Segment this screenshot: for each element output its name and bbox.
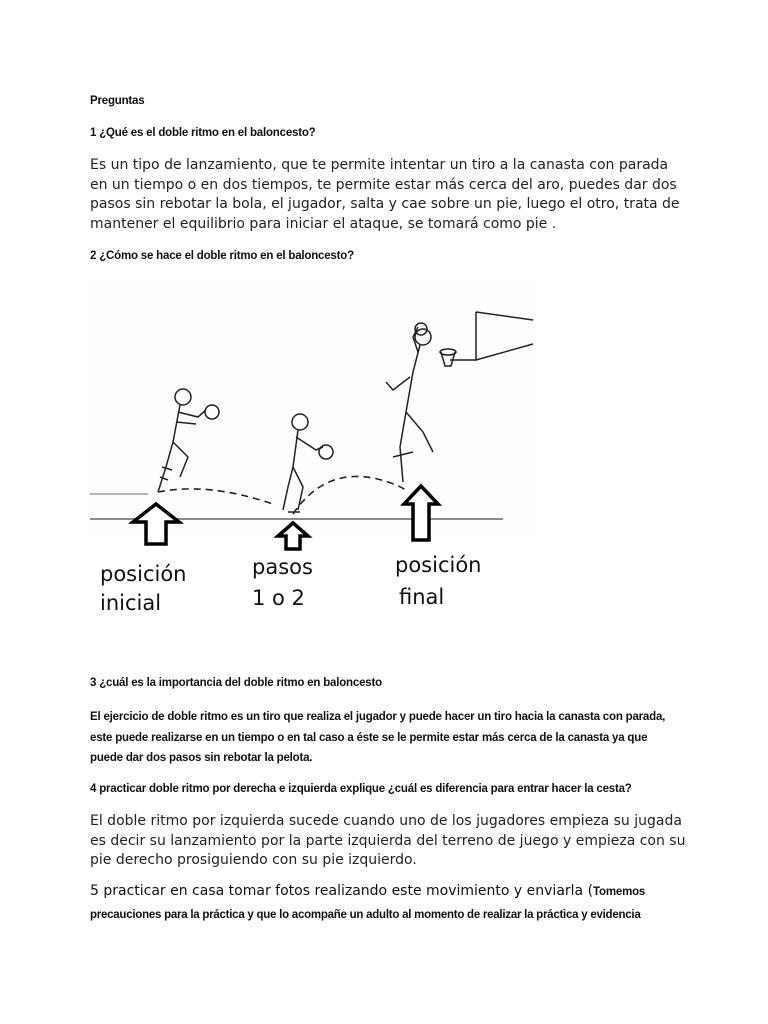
label-initial-line2: inicial <box>100 591 162 615</box>
answer-3: El ejercicio de doble ritmo es un tiro que realiza el jugador y puede hacer un tiro hacia la canasta con parada, este puede realizarse en un tiempo o en tal caso a éste se le permite estar más cerca de la canasta ya que puede dar dos pasos sin rebotar la pelota. <box>90 711 666 764</box>
heading: Preguntas <box>90 95 145 107</box>
label-final-line1: posición <box>395 553 482 577</box>
label-initial-line1: posición <box>100 562 187 586</box>
label-final-line2: final <box>399 585 445 609</box>
question-1: 1 ¿Qué es el doble ritmo en el baloncesto? <box>90 127 316 139</box>
question-5-text: 5 practicar en casa tomar fotos realizando este movimiento y enviarla ( <box>90 883 594 899</box>
question-5 <box>90 880 690 926</box>
layup-figure <box>88 282 538 622</box>
label-steps-line2: 1 o 2 <box>252 586 305 610</box>
question-3: 3 ¿cuál es la importancia del doble ritmo en baloncesto <box>90 677 382 689</box>
question-5-note-line2: precauciones para la práctica y que lo acompañe un adulto al momento de realizar la práctica y evidencia <box>90 909 641 921</box>
answer-4: El doble ritmo por izquierda sucede cuando uno de los jugadores empieza su jugada es decir su lanzamiento por la parte izquierda del terreno de juego y empieza con su pie derecho prosiguiendo con su pie izquierdo. <box>90 813 686 868</box>
question-2: 2 ¿Cómo se hace el doble ritmo en el baloncesto? <box>90 250 354 262</box>
question-5-note-start: Tomemos <box>593 886 646 898</box>
label-steps-line1: pasos <box>252 555 313 579</box>
answer-1: Es un tipo de lanzamiento, que te permite intentar un tiro a la canasta con parada en un tiempo o en dos tiempos, te permite estar más cerca del aro, puedes dar dos pasos sin rebotar la bola, el jugador, salta y cae sobre un pie, luego el otro, trata de mantener el equilibrio para iniciar el ataque, se tomará como pie . <box>90 157 680 232</box>
question-4: 4 practicar doble ritmo por derecha e izquierda explique ¿cuál es diferencia para entrar hacer la cesta? <box>90 783 632 795</box>
